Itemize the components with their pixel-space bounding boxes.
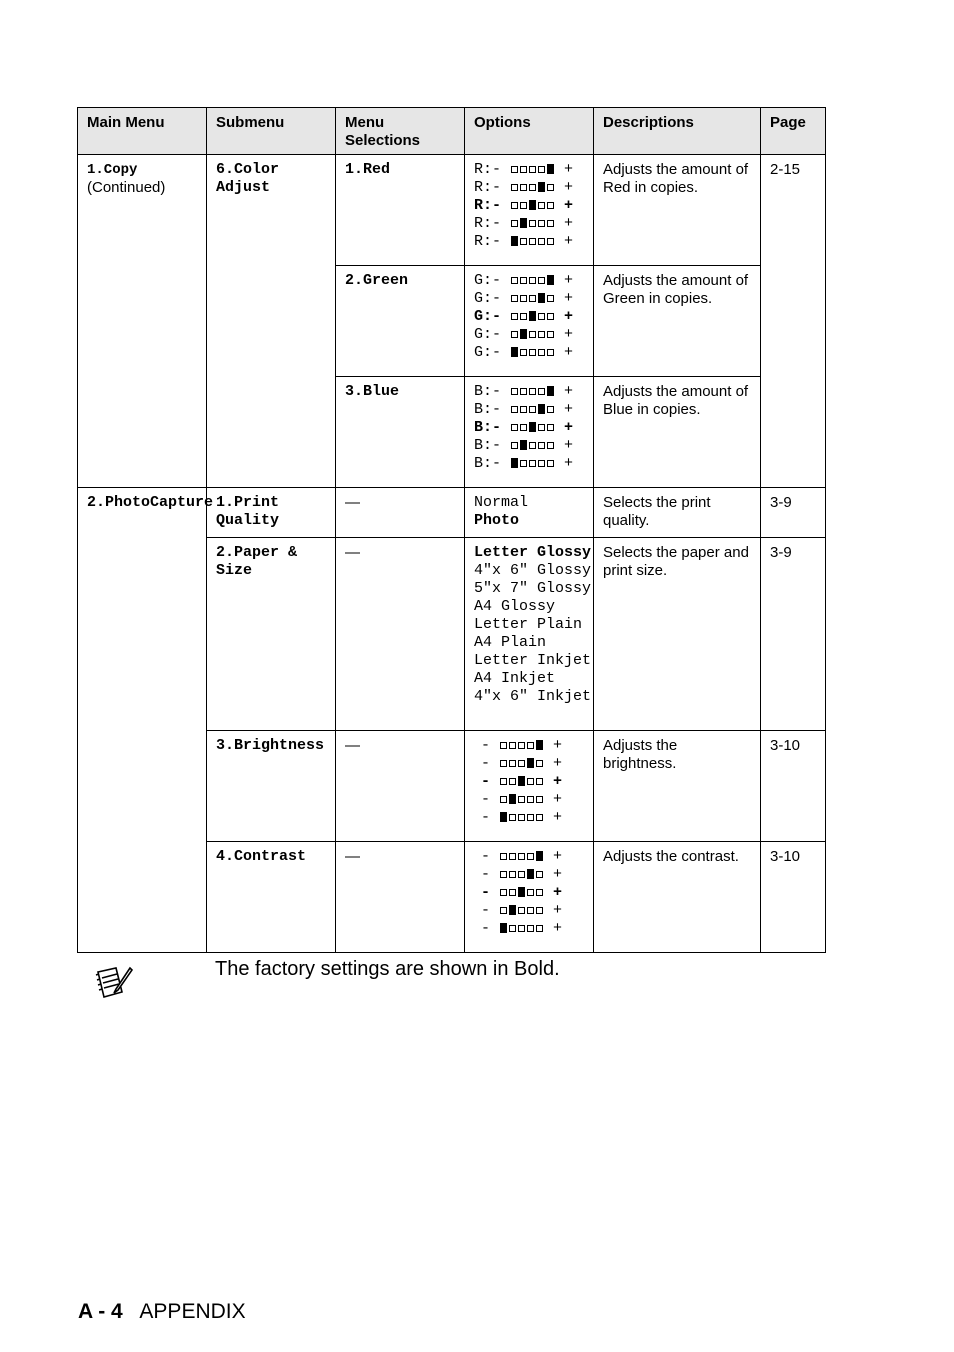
scale-prefix: - xyxy=(481,773,500,790)
description-paper-size: Selects the paper and print size. xyxy=(594,538,761,731)
level-scale-row xyxy=(481,866,585,884)
level-box xyxy=(527,925,534,932)
level-marker xyxy=(529,422,536,432)
level-box xyxy=(547,313,554,320)
header-menu-selections: Menu Selections xyxy=(336,108,465,155)
scale-prefix: G:- xyxy=(474,326,511,343)
option-4x6-inkjet: 4"x 6" Inkjet xyxy=(474,688,592,705)
scale-prefix: - xyxy=(481,848,500,865)
selection-dash: — xyxy=(336,731,465,842)
level-box xyxy=(500,853,507,860)
level-box xyxy=(509,742,516,749)
scale-prefix: B:- xyxy=(474,419,511,436)
scale-plus: + xyxy=(555,401,574,418)
description-blue: Adjusts the amount of Blue in copies. xyxy=(594,377,761,488)
level-marker xyxy=(527,758,534,768)
main-menu-label: 1.Copy xyxy=(87,162,138,178)
scale-plus: + xyxy=(555,455,574,472)
scale-plus: + xyxy=(544,755,563,772)
level-scale-row xyxy=(474,272,585,290)
level-box xyxy=(511,331,518,338)
scale-plus: + xyxy=(555,179,574,196)
note-icon xyxy=(92,962,134,1007)
level-box xyxy=(527,907,534,914)
scale-plus: + xyxy=(555,437,574,454)
level-box xyxy=(500,778,507,785)
scale-prefix: G:- xyxy=(474,272,511,289)
level-scale-row xyxy=(474,179,585,197)
level-box xyxy=(527,778,534,785)
footer-label: APPENDIX xyxy=(139,1300,246,1323)
level-box xyxy=(511,388,518,395)
option-a4-plain: A4 Plain xyxy=(474,634,547,651)
scale-prefix: - xyxy=(481,791,500,808)
header-descriptions: Descriptions xyxy=(594,108,761,155)
level-box xyxy=(527,796,534,803)
level-box xyxy=(547,442,554,449)
selection-dash: — xyxy=(336,538,465,731)
scale-plus: + xyxy=(544,737,563,754)
scale-plus: + xyxy=(544,920,563,937)
scale-prefix: B:- xyxy=(474,383,511,400)
scale-prefix: B:- xyxy=(474,437,511,454)
level-box xyxy=(518,796,525,803)
level-scale-row xyxy=(474,290,585,308)
option-a4-inkjet: A4 Inkjet xyxy=(474,670,556,687)
page-contrast: 3-10 xyxy=(761,842,826,953)
page-brightness: 3-10 xyxy=(761,731,826,842)
scale-plus: + xyxy=(544,884,563,901)
level-box xyxy=(527,853,534,860)
level-box xyxy=(538,277,545,284)
level-marker xyxy=(500,923,507,933)
page-number: A - 4 xyxy=(78,1300,123,1323)
options-red xyxy=(465,155,594,266)
level-box xyxy=(536,814,543,821)
level-box xyxy=(520,295,527,302)
scale-prefix: R:- xyxy=(474,197,511,214)
scale-plus: + xyxy=(544,791,563,808)
level-marker xyxy=(538,182,545,192)
scale-plus: + xyxy=(555,290,574,307)
level-scale-row xyxy=(474,419,585,437)
level-scale-row xyxy=(481,902,585,920)
scale-prefix: R:- xyxy=(474,179,511,196)
level-marker xyxy=(518,776,525,786)
scale-prefix: - xyxy=(481,755,500,772)
level-box xyxy=(509,925,516,932)
level-box xyxy=(509,853,516,860)
scale-prefix: - xyxy=(481,866,500,883)
level-box xyxy=(529,406,536,413)
level-box xyxy=(536,889,543,896)
level-box xyxy=(527,814,534,821)
level-box xyxy=(547,220,554,227)
level-marker xyxy=(529,200,536,210)
level-box xyxy=(538,166,545,173)
option-photo: Photo xyxy=(474,512,520,529)
level-scale-row xyxy=(474,383,585,401)
level-scale-row xyxy=(474,215,585,233)
scale-plus: + xyxy=(555,419,574,436)
level-box xyxy=(520,424,527,431)
level-box xyxy=(538,331,545,338)
selection-dash: — xyxy=(336,842,465,953)
level-box xyxy=(529,331,536,338)
level-box xyxy=(520,313,527,320)
level-box xyxy=(518,853,525,860)
level-box xyxy=(509,778,516,785)
description-brightness: Adjusts the brightness. xyxy=(594,731,761,842)
level-box xyxy=(538,202,545,209)
scale-plus: + xyxy=(544,866,563,883)
option-letter-inkjet: Letter Inkjet xyxy=(474,652,592,669)
level-box xyxy=(547,184,554,191)
level-box xyxy=(529,220,536,227)
scale-prefix: G:- xyxy=(474,344,511,361)
selection-dash: — xyxy=(336,488,465,538)
level-scale-row xyxy=(474,233,585,251)
level-box xyxy=(538,313,545,320)
options-print-quality xyxy=(465,488,594,538)
page-color-adjust: 2-15 xyxy=(761,155,826,488)
options-green xyxy=(465,266,594,377)
scale-plus: + xyxy=(544,809,563,826)
level-box xyxy=(500,889,507,896)
level-marker xyxy=(547,275,554,285)
header-main-menu: Main Menu xyxy=(78,108,207,155)
header-page: Page xyxy=(761,108,826,155)
main-menu-copy xyxy=(78,155,207,488)
level-box xyxy=(547,460,554,467)
header-submenu: Submenu xyxy=(207,108,336,155)
level-box xyxy=(520,202,527,209)
level-box xyxy=(538,442,545,449)
level-box xyxy=(536,871,543,878)
scale-plus: + xyxy=(555,344,574,361)
level-box xyxy=(529,460,536,467)
level-marker xyxy=(538,404,545,414)
level-scale-row xyxy=(474,455,585,473)
level-marker xyxy=(511,347,518,357)
option-letter-plain: Letter Plain xyxy=(474,616,583,633)
level-box xyxy=(529,349,536,356)
continued-label: (Continued) xyxy=(87,179,166,196)
scale-prefix: G:- xyxy=(474,290,511,307)
level-box xyxy=(536,796,543,803)
menu-table xyxy=(77,107,826,953)
level-box xyxy=(500,907,507,914)
level-box xyxy=(518,742,525,749)
level-box xyxy=(529,238,536,245)
level-scale-row xyxy=(474,161,585,179)
level-marker xyxy=(511,236,518,246)
level-marker xyxy=(536,740,543,750)
selection-red: 1.Red xyxy=(336,155,465,266)
level-box xyxy=(518,871,525,878)
option-4x6-glossy: 4"x 6" Glossy xyxy=(474,562,592,579)
scale-prefix: - xyxy=(481,737,500,754)
scale-plus: + xyxy=(555,272,574,289)
level-box xyxy=(511,406,518,413)
level-marker xyxy=(509,905,516,915)
level-box xyxy=(527,742,534,749)
level-box xyxy=(529,442,536,449)
submenu-contrast: 4.Contrast xyxy=(207,842,336,953)
level-scale-row xyxy=(474,437,585,455)
level-box xyxy=(536,760,543,767)
scale-plus: + xyxy=(555,197,574,214)
scale-prefix: G:- xyxy=(474,308,511,325)
level-box xyxy=(547,202,554,209)
level-box xyxy=(538,238,545,245)
level-box xyxy=(500,760,507,767)
scale-prefix: B:- xyxy=(474,401,511,418)
level-marker xyxy=(547,164,554,174)
level-marker xyxy=(520,218,527,228)
table-row xyxy=(78,488,826,538)
level-box xyxy=(511,295,518,302)
scale-plus: + xyxy=(544,902,563,919)
table-row xyxy=(78,155,826,266)
level-box xyxy=(529,295,536,302)
level-marker xyxy=(538,293,545,303)
selection-green: 2.Green xyxy=(336,266,465,377)
level-box xyxy=(520,184,527,191)
page-footer xyxy=(78,1300,246,1324)
options-contrast xyxy=(465,842,594,953)
level-box xyxy=(511,424,518,431)
level-box xyxy=(520,238,527,245)
level-box xyxy=(511,313,518,320)
level-box xyxy=(529,388,536,395)
page-print-quality: 3-9 xyxy=(761,488,826,538)
level-box xyxy=(547,238,554,245)
level-box xyxy=(509,889,516,896)
level-box xyxy=(520,406,527,413)
level-marker xyxy=(518,887,525,897)
level-box xyxy=(520,349,527,356)
level-box xyxy=(536,907,543,914)
level-marker xyxy=(529,311,536,321)
level-scale-row xyxy=(474,344,585,362)
main-menu-photocapture: 2.PhotoCapture xyxy=(78,488,207,953)
level-marker xyxy=(527,869,534,879)
level-marker xyxy=(511,458,518,468)
level-marker xyxy=(536,851,543,861)
submenu-color-adjust: 6.Color Adjust xyxy=(207,155,336,488)
level-box xyxy=(511,166,518,173)
level-box xyxy=(511,442,518,449)
level-box xyxy=(511,202,518,209)
level-box xyxy=(536,778,543,785)
level-box xyxy=(518,814,525,821)
description-print-quality: Selects the print quality. xyxy=(594,488,761,538)
level-box xyxy=(509,814,516,821)
options-blue xyxy=(465,377,594,488)
level-scale-row xyxy=(474,308,585,326)
scale-plus: + xyxy=(555,326,574,343)
level-scale-row xyxy=(481,773,585,791)
submenu-paper-size: 2.Paper & Size xyxy=(207,538,336,731)
level-box xyxy=(520,166,527,173)
level-box xyxy=(520,388,527,395)
scale-plus: + xyxy=(555,383,574,400)
level-box xyxy=(547,349,554,356)
level-box xyxy=(547,331,554,338)
level-box xyxy=(518,925,525,932)
scale-prefix: B:- xyxy=(474,455,511,472)
level-scale-row xyxy=(481,737,585,755)
level-scale-row xyxy=(481,848,585,866)
level-box xyxy=(511,184,518,191)
level-marker xyxy=(547,386,554,396)
page-paper-size: 3-9 xyxy=(761,538,826,731)
level-box xyxy=(538,220,545,227)
level-box xyxy=(509,760,516,767)
scale-plus: + xyxy=(544,848,563,865)
submenu-brightness: 3.Brightness xyxy=(207,731,336,842)
level-box xyxy=(547,406,554,413)
option-a4-glossy: A4 Glossy xyxy=(474,598,556,615)
submenu-print-quality: 1.Print Quality xyxy=(207,488,336,538)
level-box xyxy=(529,184,536,191)
level-box xyxy=(500,796,507,803)
scale-prefix: R:- xyxy=(474,215,511,232)
level-box xyxy=(538,388,545,395)
description-red: Adjusts the amount of Red in copies. xyxy=(594,155,761,266)
level-scale-row xyxy=(481,884,585,902)
table-header-row xyxy=(78,108,826,155)
level-marker xyxy=(509,794,516,804)
scale-prefix: - xyxy=(481,920,500,937)
level-scale-row xyxy=(474,401,585,419)
level-box xyxy=(538,349,545,356)
level-box xyxy=(509,871,516,878)
level-box xyxy=(527,889,534,896)
scale-plus: + xyxy=(555,161,574,178)
option-5x7-glossy: 5"x 7" Glossy xyxy=(474,580,592,597)
level-box xyxy=(520,277,527,284)
scale-plus: + xyxy=(555,233,574,250)
scale-prefix: R:- xyxy=(474,161,511,178)
level-marker xyxy=(520,440,527,450)
level-scale-row xyxy=(481,920,585,938)
level-box xyxy=(529,166,536,173)
scale-prefix: - xyxy=(481,902,500,919)
level-scale-row xyxy=(481,809,585,827)
level-scale-row xyxy=(481,791,585,809)
scale-prefix: R:- xyxy=(474,233,511,250)
level-box xyxy=(518,907,525,914)
option-letter-glossy: Letter Glossy xyxy=(474,544,592,561)
level-box xyxy=(500,742,507,749)
level-box xyxy=(529,277,536,284)
level-scale-row xyxy=(481,755,585,773)
scale-prefix: - xyxy=(481,809,500,826)
header-options: Options xyxy=(465,108,594,155)
selection-blue: 3.Blue xyxy=(336,377,465,488)
scale-prefix: - xyxy=(481,884,500,901)
level-box xyxy=(500,871,507,878)
level-box xyxy=(547,424,554,431)
level-box xyxy=(538,460,545,467)
level-box xyxy=(538,424,545,431)
scale-plus: + xyxy=(555,308,574,325)
level-marker xyxy=(520,329,527,339)
scale-plus: + xyxy=(555,215,574,232)
note-text: The factory settings are shown in Bold. xyxy=(215,958,560,980)
level-marker xyxy=(500,812,507,822)
scale-plus: + xyxy=(544,773,563,790)
level-box xyxy=(520,460,527,467)
level-box xyxy=(511,220,518,227)
level-scale-row xyxy=(474,326,585,344)
level-box xyxy=(511,277,518,284)
description-contrast: Adjusts the contrast. xyxy=(594,842,761,953)
options-paper-size xyxy=(465,538,594,731)
options-brightness xyxy=(465,731,594,842)
level-box xyxy=(536,925,543,932)
level-box xyxy=(547,295,554,302)
level-scale-row xyxy=(474,197,585,215)
description-green: Adjusts the amount of Green in copies. xyxy=(594,266,761,377)
level-box xyxy=(518,760,525,767)
option-normal: Normal xyxy=(474,494,529,511)
